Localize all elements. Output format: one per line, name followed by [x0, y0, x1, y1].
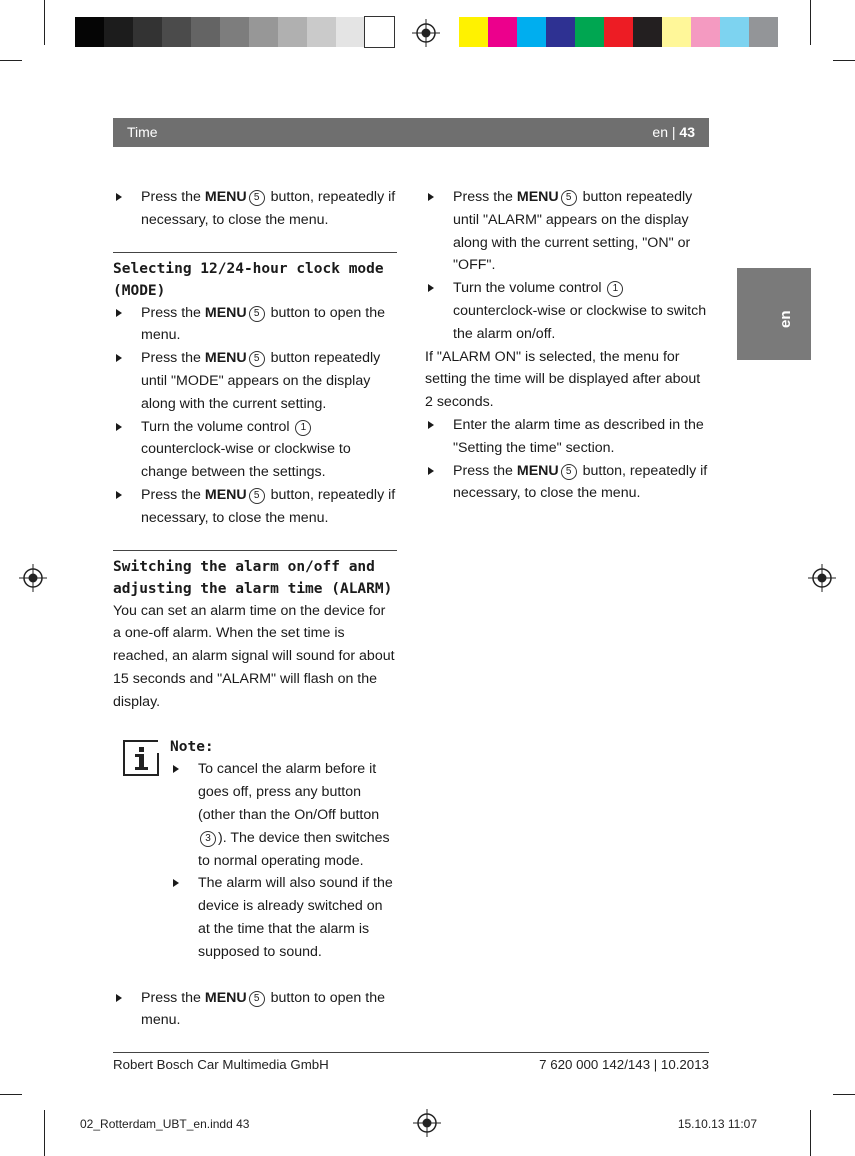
color-swatch: [662, 17, 691, 47]
color-swatch: [162, 17, 191, 47]
list-item: Turn the volume control 1 counterclock-wise or clockwise to switch the alarm on/off.: [425, 277, 709, 345]
header-title: Time: [127, 124, 158, 140]
paragraph: You can set an alarm time on the device for a one-off alarm. When the set time is reached, an alarm signal will sound for about 15 seconds and "ALARM" will flash on the display.: [113, 602, 395, 710]
color-swatch: [575, 17, 604, 47]
color-swatch: [365, 17, 394, 47]
section-heading: Selecting 12/24-hour clock mode (MODE): [113, 252, 397, 302]
list-item: Press the MENU 5 button to open the menu.: [113, 302, 397, 348]
language-tab: en: [737, 268, 811, 360]
info-icon: [123, 740, 159, 776]
color-swatch: [633, 17, 662, 47]
crop-mark: [44, 1110, 45, 1156]
color-swatch: [249, 17, 278, 47]
list-item: Press the MENU 5 button to open the menu.: [113, 987, 397, 1033]
list-item: Press the MENU 5 button, repeatedly if necessary, to close the menu.: [113, 484, 397, 530]
crop-mark: [833, 1094, 855, 1095]
section-heading: Switching the alarm on/off and adjusting the alarm time (ALARM): [113, 550, 397, 600]
list-item: To cancel the alarm before it goes off, press any button (other than the On/Off button 3 ). The device then switches to normal operating mode.: [170, 758, 397, 872]
color-swatch: [75, 17, 104, 47]
registration-mark-icon: [413, 1109, 441, 1137]
list-item: Press the MENU 5 button repeatedly until "ALARM" appears on the display along with the current setting, "ON" or "OFF".: [425, 186, 709, 277]
crop-mark: [0, 1094, 22, 1095]
registration-mark-icon: [808, 564, 836, 592]
color-swatch: [133, 17, 162, 47]
color-swatch: [191, 17, 220, 47]
header-band: [113, 118, 709, 147]
list-item: Turn the volume control 1 counterclock-wise or clockwise to change between the settings.: [113, 416, 397, 484]
color-swatch: [546, 17, 575, 47]
color-swatch: [517, 17, 546, 47]
list-item: Press the MENU 5 button, repeatedly if necessary, to close the menu.: [113, 186, 397, 232]
color-swatch: [459, 17, 488, 47]
crop-mark: [810, 1110, 811, 1156]
registration-mark-icon: [412, 19, 440, 47]
header-page: en | 43: [652, 124, 695, 140]
crop-mark: [833, 60, 855, 61]
footer-docnum: 7 620 000 142/143 | 10.2013: [539, 1057, 709, 1072]
crop-mark: [0, 60, 22, 61]
crop-mark: [810, 0, 811, 45]
list-item: Press the MENU 5 button repeatedly until "MODE" appears on the display along with the current setting.: [113, 347, 397, 415]
color-swatch: [604, 17, 633, 47]
slug-date: 15.10.13 11:07: [677, 1117, 757, 1131]
footer-company: Robert Bosch Car Multimedia GmbH: [113, 1057, 329, 1072]
color-swatch: [336, 17, 365, 47]
list-item: Enter the alarm time as described in the "Setting the time" section.: [425, 414, 709, 460]
registration-mark-icon: [19, 564, 47, 592]
paragraph: If "ALARM ON" is selected, the menu for setting the time will be displayed after about 2 seconds.: [425, 348, 701, 411]
color-swatch: [488, 17, 517, 47]
color-swatch: [691, 17, 720, 47]
list-item: The alarm will also sound if the device is already switched on at the time that the alarm is supposed to sound.: [170, 872, 397, 963]
note-box: [113, 736, 397, 964]
color-swatch: [104, 17, 133, 47]
right-column: [425, 186, 709, 505]
color-swatch: [278, 17, 307, 47]
crop-mark: [44, 0, 45, 45]
color-swatch: [220, 17, 249, 47]
footer-rule: [113, 1052, 709, 1053]
list-item: Press the MENU 5 button, repeatedly if necessary, to close the menu.: [425, 460, 709, 506]
color-swatch: [720, 17, 749, 47]
slug-file: 02_Rotterdam_UBT_en.indd 43: [80, 1117, 250, 1131]
color-swatch: [307, 17, 336, 47]
note-title: Note:: [170, 738, 214, 755]
left-column: [113, 186, 397, 1032]
color-swatch: [749, 17, 778, 47]
